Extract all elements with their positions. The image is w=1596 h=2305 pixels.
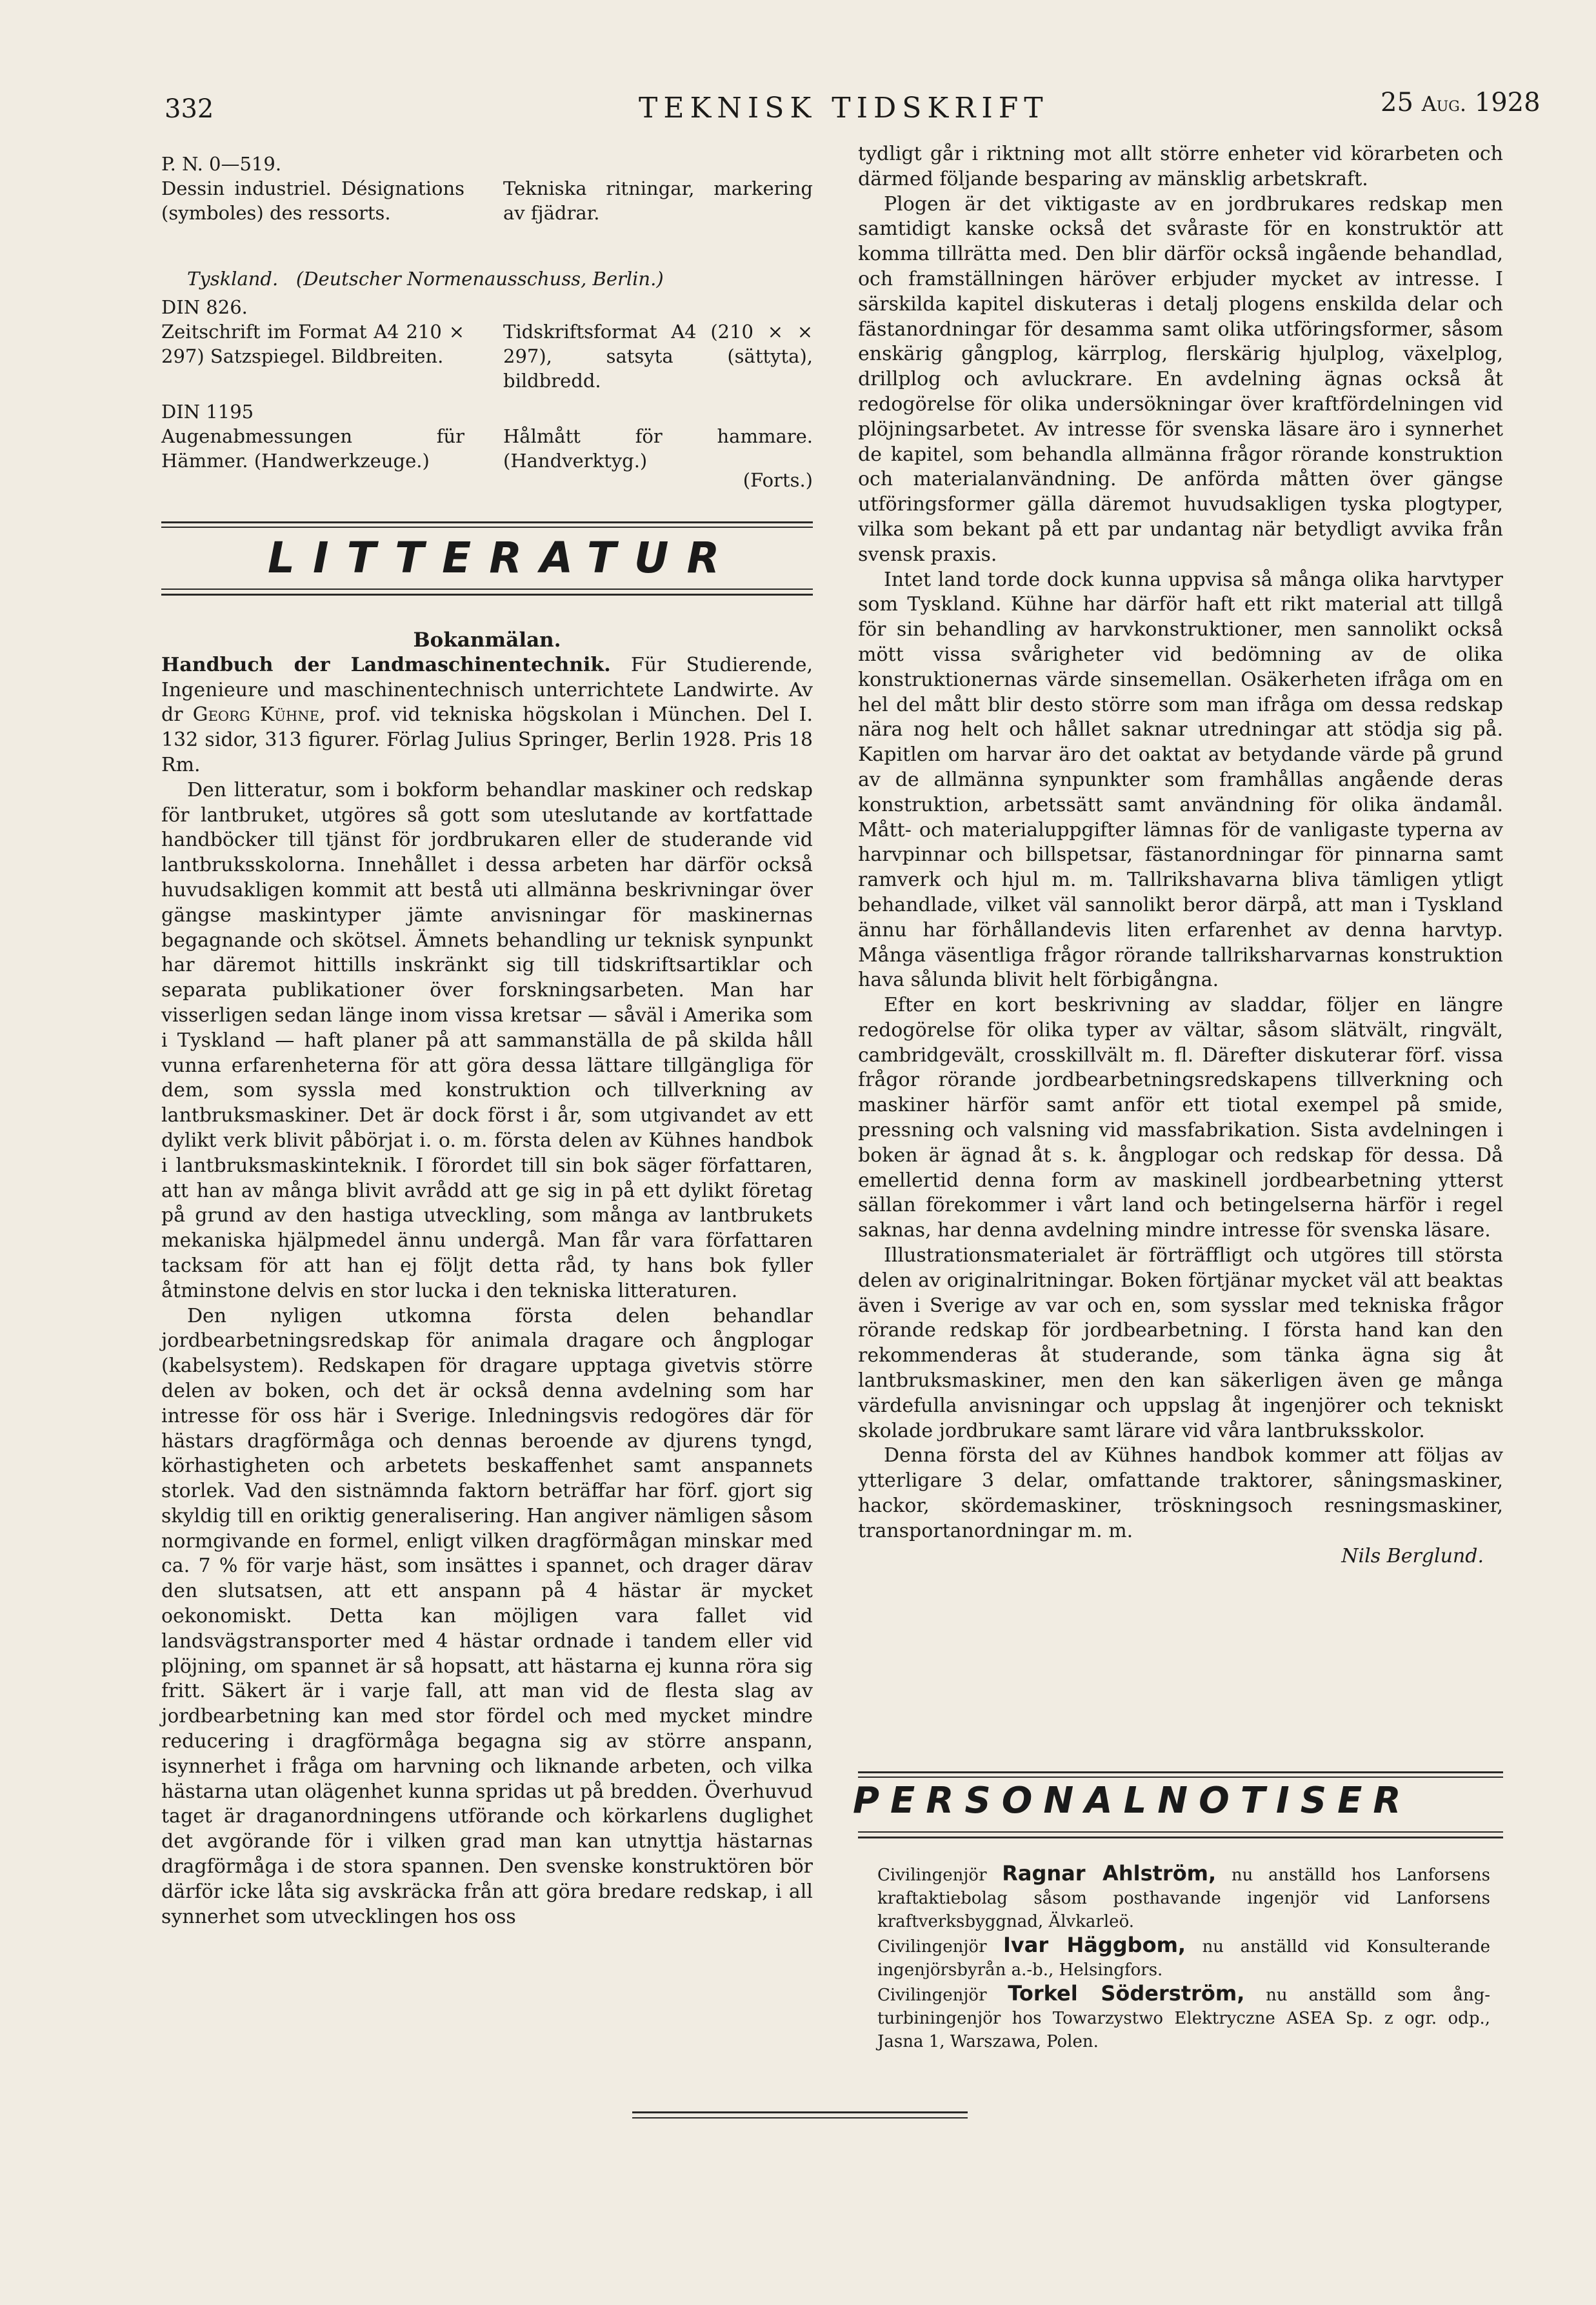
divider <box>161 589 813 590</box>
standard-din826-translation: Tidskriftsformat A4 (210 × × 297), satsyta (sättyta), bildbredd. <box>503 321 813 392</box>
review-paragraph: tydligt går i riktning mot allt större enheter vid körarbeten och därmed följande besparing av mänsklig arbetskraft. <box>858 143 1503 190</box>
divider <box>858 1831 1503 1833</box>
review-paragraph: Plogen är det viktigaste av en jordbrukares redskap men samtidigt kanske också det svåraste för en konstruktör att komma tillrätta med. Den blir därför också ingående behandlad, och framställningen häröver erbjuder mycket av intresse. I särskilda kapitel diskuteras i detalj plogens enskilda delar och fästanordningar för desamma samt olika utföringsformer, såsom enskärig gångplog, kärrplog, flerskärig hjulplog, växelplog, drillplog och avluckrare. En avdelning ägnas också åt redogörelse för olika undersökningar över kraftfördelningen vid plöjningsarbetet. Av intresse för svenska läsare äro i synnerhet de kapitel, som behandla allmänna frågor rörande konstruktion och materialanvändning. De anförda måtten över gängse utföringsformer gälla däremot huvudsakligen tyska plogtyper, vilka som bekant på ett par undantag när betydligt avvika från svensk praxis. <box>858 192 1503 566</box>
personal-notices <box>877 1862 1490 2053</box>
continued-note: (Forts.) <box>743 469 813 491</box>
journal-title: TEKNISK TIDSKRIFT <box>639 92 1049 125</box>
standard-pn-translation: Tekniska ritningar, markering av fjädrar. <box>503 177 813 224</box>
review-subhead: Bokanmälan. <box>413 629 561 652</box>
end-divider <box>632 2117 968 2119</box>
running-header <box>0 83 1596 134</box>
notice-item: Civilingenjör Torkel Söderström, nu anställd som ång-turbiningenjör hos Towarzystwo Elektryczne ASEA Sp. z ogr. odp., Jasna 1, Warszawa, Polen. <box>877 1981 1491 2051</box>
divider <box>858 1837 1503 1838</box>
standard-din1195: DIN 1195 Augenabmessungen für Hämmer. (Handwerkzeuge.) <box>161 401 464 472</box>
issue-date: 25 Aug. 1928 <box>1381 88 1541 117</box>
section-title-personalnotiser: PERSONALNOTISER <box>853 1780 1412 1822</box>
divider <box>858 1771 1503 1773</box>
divider <box>161 594 813 596</box>
divider <box>161 521 813 523</box>
section-title-litteratur: LITTERATUR <box>268 533 738 583</box>
notice-item: Civilingenjör Ivar Häggbom, nu anställd vid Konsulterande ingenjörsbyrån a.-b., Helsingfors. <box>877 1933 1491 1980</box>
review-paragraph: Efter en kort beskrivning av sladdar, följer en längre redogörelse för olika typer av vältar, såsom slätvält, ringvält, cambridgevält, crosskillvält m. fl. Därefter diskuterar förf. vissa frågor rörande jordbearbetningsredskapens tillverkning och maskiner härför samt anför ett tiotal exempel på smide, pressning och valsning vid massfabrikation. Sista avdelningen i boken är ägnad åt s. k. ångplogar och redskap för dessa. Då emellertid denna form av maskinell jordbearbetning ytterst sällan förekommer i vårt land och betingelserna härför i regel saknas, har denna avdelning mindre intresse för svenska läsare. <box>858 994 1503 1242</box>
review-paragraph: Den nyligen utkomna första delen behandlar jordbearbetningsredskap för animala dragare och ångplogar (kabelsystem). Redskapen för dragare upptaga givetvis större delen av boken, och det är också denna avdelning som har intresse för oss här i Sverige. Inledningsvis redogöres där för hästars dragförmåga och dennas beroende av djurens tyngd, körhastigheten och arbetets beskaffenhet samt anspannets storlek. Vad den sistnämnda faktorn beträffar har förf. gjort sig skyldig till en oriktig generalisering. Han angiver nämligen såsom normgivande en formel, enligt vilken dragförmågan minskar med ca. 7 % för varje häst, som insättes i spannet, och drager därav den slutsatsen, att ett anspann på 4 hästar är mycket oekonomiskt. Detta kan möjligen vara fallet vid landsvägstransporter med 4 hästar ordnade i tandem eller vid plöjning, om spannet är så hopsatt, att hästarna ej kunna röra sig fritt. Säkert är i varje fall, att man vid de flesta slag av jordbearbetning kan med stor fördel och med mycket mindre reducering i dragförmåga begagna sig av större anspann, isynnerhet i fråga om harvning och liknande arbeten, och vilka hästarna utan olägenhet kunna spridas ut på bredden. Överhuvud taget är draganordningens utförande och körkarlens duglighet det avgörande för i vilken grad man kan utnyttja hästarnas dragförmåga i de stora spannen. Den svenske konstruktören bör därför icke låta sig avskräcka från att göra bredare redskap, i all synnerhet som utvecklingen hos oss <box>161 1304 813 1928</box>
divider <box>161 527 813 528</box>
standard-pn: P. N. 0—519. Dessin industriel. Désignations (symboles) des ressorts. <box>161 153 464 224</box>
end-divider <box>632 2111 968 2113</box>
standards-country: Tyskland. (Deutscher Normenausschuss, Berlin.) <box>187 268 664 290</box>
review-signature: Nils Berglund. <box>1341 1544 1484 1567</box>
review-paragraph: Denna första del av Kühnes handbok kommer att följas av ytterligare 3 delar, omfattande traktorer, såningsmaskiner, hackor, skördemaskiner, tröskningsoch resningsmaskiner, transportanordningar m. m. <box>858 1444 1503 1542</box>
divider <box>858 1777 1503 1778</box>
right-column <box>858 142 1503 1569</box>
notice-item: Civilingenjör Ragnar Ahlström, nu anställd hos Lanforsens kraftaktiebolag såsom posthavande ingenjör vid Lanforsens kraftverksbyggnad, Älvkarleö. <box>877 1861 1491 1931</box>
standards-list <box>161 152 813 513</box>
review-paragraph: Den litteratur, som i bokform behandlar maskiner och redskap för lantbruket, utgöres så gott som uteslutande av kortfattade handböcker till tjänst för jordbrukaren eller de studerande vid lantbruksskolorna. Innehållet i dessa arbeten har därför också huvudsakligen kommit att bestå uti allmänna beskrivningar över gängse maskintyper jämte anvisningar för maskinernas begagnande och skötsel. Ämnets behandling ur teknisk synpunkt har däremot hittills inskränkt sig till tidskriftsartiklar och separata publikationer över forskningsarbeten. Man har visserligen sedan länge inom vissa kretsar — såväl i Amerika som i Tyskland — haft planer på att sammanställa de på skilda håll vunna erfarenheterna för att göra dessa lättare tillgängliga för dem, som syssla med konstruktion och tillverkning av lantbruksmaskiner. Det är dock först i år, som utgivandet av ett dylikt verk blivit påbörjat i. o. m. första delen av Kühnes handbok i lantbruksmaskinteknik. I förordet till sin bok säger författaren, att han av många blivit avrådd att ge sig in på ett dylikt företag på grund av den hastiga utveckling, som många av lantbrukets mekaniska hjälpmedel ännu undergå. Man får vara författaren tacksam för att han ej följt detta råd, ty hans bok fyller åtminstone delvis en stor lucka i den tekniska litteraturen. <box>161 778 813 1302</box>
left-column <box>161 152 813 1929</box>
review-paragraph: Illustrationsmaterialet är förträffligt och utgöres till största delen av originalritningar. Boken förtjänar mycket väl att beaktas även i Sverige av var och en, som sysslar med tekniska frågor rörande redskap för jordbearbetning. I första hand kan den rekommenderas åt studerande, som tänka ägna sig åt lantbruksmaskiner, men den kan säkerligen även ge många värdefulla anvisningar och uppslag åt ingenjörer och tekniskt skolade jordbrukare samt lärare vid våra lantbruksskolor. <box>858 1244 1503 1442</box>
page-number: 332 <box>165 94 214 124</box>
standard-din1195-translation: Hålmått för hammare. (Handverktyg.) <box>503 425 813 472</box>
standard-din826: DIN 826. Zeitschrift im Format A4 210 × 297) Satzspiegel. Bildbreiten. <box>161 296 464 367</box>
review-paragraph: Intet land torde dock kunna uppvisa så många olika harvtyper som Tyskland. Kühne har därför haft ett rikt material att tillgå för sin behandling av harvkonstruktioner, men sannolikt också mött vissa svårigheter vid bedömning av de olika konstruktionernas värde sinsemellan. Osäkerheten ifråga om en hel del mått blir desto större som man ifråga om dessa redskap nära nog helt och hållet saknar utredningar att stödja sig på. Kapitlen om harvar äro det oaktat av betydande värde på grund av de allmänna synpunkter som framhållas angående deras konstruktion, arbetssätt samt användning för olika ändamål. Mått- och materialuppgifter lämnas för de vanligaste typerna av harvpinnar och billspetsar, fästanordningar för pinnarna samt ramverk och hjul m. m. Tallrikshavarna bliva tämligen ytligt behandlade, vilket väl sannolikt beror därpå, att man i Tyskland ännu har förhållandevis liten erfarenhet av denna harvtyp. Många väsentliga frågor rörande tallriksharvarnas konstruktion hava sålunda blivit helt förbigångna. <box>858 568 1503 992</box>
book-citation: Handbuch der Landmaschinentechnik. Für Studierende, Ingenieure und maschinentechnisch unterrichtete Landwirte. Av dr Georg Kühne, prof. vid tekniska högskolan i München. Del I. 132 sidor, 313 figurer. Förlag Julius Springer, Berlin 1928. Pris 18 Rm. <box>161 653 813 776</box>
